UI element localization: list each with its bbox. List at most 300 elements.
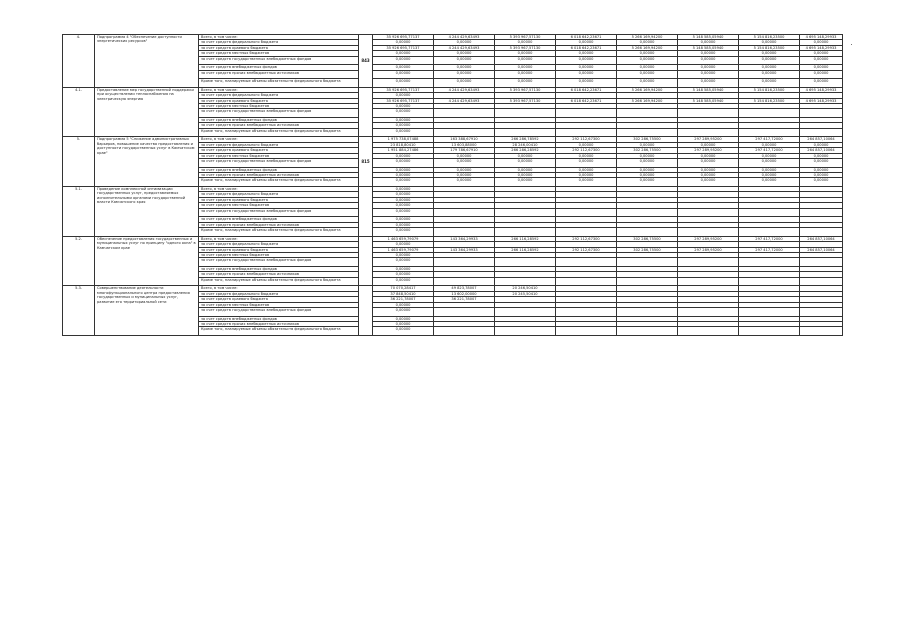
amount-cell — [678, 208, 739, 217]
amount-cell: 266 286,28592 — [495, 148, 556, 153]
amount-cell: 4 244 429,63493 — [434, 87, 495, 92]
amount-cell: 1 463 659,79079 — [373, 236, 434, 241]
amount-cell: 0,00000 — [617, 167, 678, 172]
amount-cell: 0,00000 — [739, 40, 800, 45]
funding-source: Кроме того, планируемые объемы обязательств федерального бюджета — [199, 277, 359, 286]
budget-code — [359, 187, 373, 237]
amount-cell: 0,00000 — [556, 40, 617, 45]
amount-cell: 20 245,50410 — [495, 291, 556, 296]
amount-cell: 1 975 738,07488 — [373, 137, 434, 142]
funding-source: Кроме того, планируемые объемы обязательств федерального бюджета — [199, 178, 359, 187]
amount-cell: 0,00000 — [800, 51, 843, 56]
amount-cell: 6 018 642,23671 — [556, 87, 617, 92]
funding-source: за счет средств федерального бюджета — [199, 192, 359, 197]
amount-cell: 0,00000 — [739, 178, 800, 187]
amount-cell — [434, 128, 495, 137]
amount-cell: 264 857,10064 — [800, 148, 843, 153]
amount-cell: 5 148 585,05940 — [678, 98, 739, 103]
funding-source: за счет средств государственных внебюджетных фондов — [199, 159, 359, 168]
amount-cell: 4 244 429,63493 — [434, 35, 495, 40]
amount-cell: 0,00000 — [495, 51, 556, 56]
scan-dot — [851, 44, 852, 45]
funding-source: за счет средств краевого бюджета — [199, 98, 359, 103]
amount-cell: 0,00000 — [373, 266, 434, 271]
amount-cell: 0,00000 — [373, 272, 434, 277]
amount-cell: 0,00000 — [373, 40, 434, 45]
amount-cell — [678, 228, 739, 237]
amount-cell — [434, 208, 495, 217]
funding-source: за счет средств местных бюджетов — [199, 51, 359, 56]
amount-cell: 0,00000 — [739, 65, 800, 70]
amount-cell: 266 116,28592 — [495, 247, 556, 252]
amount-cell: 35 926 695,77137 — [373, 45, 434, 50]
amount-cell: 0,00000 — [373, 118, 434, 123]
amount-cell — [678, 258, 739, 267]
amount-cell: 0,00000 — [373, 302, 434, 307]
amount-cell: 0,00000 — [373, 178, 434, 187]
amount-cell: 297 289,95200 — [678, 137, 739, 142]
amount-cell — [678, 109, 739, 118]
amount-cell: 0,00000 — [617, 142, 678, 147]
funding-source: за счет средств прочих внебюджетных источников — [199, 321, 359, 326]
amount-cell: 0,00000 — [556, 153, 617, 158]
amount-cell: 0,00000 — [739, 167, 800, 172]
amount-cell: 0,00000 — [556, 173, 617, 178]
amount-cell: 0,00000 — [495, 65, 556, 70]
amount-cell — [739, 327, 800, 336]
amount-cell: 0,00000 — [739, 79, 800, 88]
funding-source: Кроме того, планируемые объемы обязательств федерального бюджета — [199, 228, 359, 237]
section-name: Подпрограмма 4 "Обеспечение доступности энергетических ресурсов" — [95, 35, 199, 88]
funding-source: за счет средств краевого бюджета — [199, 148, 359, 153]
amount-cell — [434, 327, 495, 336]
amount-cell: 297 417,72000 — [739, 236, 800, 241]
amount-cell: 0,00000 — [373, 123, 434, 128]
budget-code — [359, 286, 373, 336]
amount-cell: 5 154 816,23500 — [739, 45, 800, 50]
funding-source: за счет средств краевого бюджета — [199, 297, 359, 302]
section-name: Проведение комплексной оптимизации государственных услуг, предоставляемых исполнительными органами государственной власти Камчатского края — [95, 187, 199, 237]
amount-cell: 0,00000 — [373, 104, 434, 109]
amount-cell — [678, 307, 739, 316]
amount-cell: 297 289,95200 — [678, 247, 739, 252]
amount-cell: 0,00000 — [556, 142, 617, 147]
amount-cell: 0,00000 — [373, 56, 434, 65]
amount-cell: 0,00000 — [495, 56, 556, 65]
amount-cell — [617, 208, 678, 217]
amount-cell: 0,00000 — [678, 178, 739, 187]
amount-cell — [800, 258, 843, 267]
amount-cell: 0,00000 — [495, 79, 556, 88]
amount-cell: 6 018 642,23671 — [556, 45, 617, 50]
amount-cell: 0,00000 — [556, 56, 617, 65]
amount-cell — [800, 208, 843, 217]
amount-cell: 0,00000 — [678, 142, 739, 147]
amount-cell — [800, 228, 843, 237]
amount-cell: 5 148 585,05940 — [678, 87, 739, 92]
amount-cell — [434, 277, 495, 286]
funding-source: за счет средств прочих внебюджетных источников — [199, 123, 359, 128]
amount-cell: 0,00000 — [373, 70, 434, 79]
amount-cell: 6 018 642,23671 — [556, 35, 617, 40]
amount-cell: 5 266 169,94200 — [617, 45, 678, 50]
amount-cell — [495, 277, 556, 286]
amount-cell: 0,00000 — [739, 159, 800, 168]
amount-cell: 0,00000 — [678, 173, 739, 178]
amount-cell — [739, 258, 800, 267]
amount-cell: 0,00000 — [495, 178, 556, 187]
amount-cell: 297 289,95200 — [678, 148, 739, 153]
amount-cell: 37 848,50410 — [373, 291, 434, 296]
amount-cell — [800, 277, 843, 286]
amount-cell — [617, 307, 678, 316]
amount-cell: 0,00000 — [800, 178, 843, 187]
amount-cell — [617, 109, 678, 118]
amount-cell: 0,00000 — [800, 70, 843, 79]
amount-cell: 264 857,10064 — [800, 236, 843, 241]
amount-cell: 0,00000 — [373, 187, 434, 192]
funding-source: Всего, в том числе: — [199, 137, 359, 142]
amount-cell — [556, 307, 617, 316]
amount-cell: 302 286,75500 — [617, 247, 678, 252]
amount-cell: 36 221,78007 — [434, 297, 495, 302]
amount-cell: 0,00000 — [678, 79, 739, 88]
amount-cell: 292 112,67300 — [556, 148, 617, 153]
amount-cell: 4 244 429,63493 — [434, 45, 495, 50]
funding-source: за счет средств внебюджетных фондов — [199, 316, 359, 321]
amount-cell: 302 286,75500 — [617, 148, 678, 153]
funding-source: Всего, в том числе: — [199, 87, 359, 92]
section-name: Предоставление мер государственной поддержки при осуществлении теплоснабжения на электрическую энергию — [95, 87, 199, 137]
amount-cell — [739, 208, 800, 217]
amount-cell: 5 266 169,94200 — [617, 35, 678, 40]
amount-cell: 0,00000 — [617, 40, 678, 45]
funding-source: за счет средств государственных внебюджетных фондов — [199, 109, 359, 118]
amount-cell: 0,00000 — [373, 217, 434, 222]
funding-source: Всего, в том числе: — [199, 236, 359, 241]
funding-source: за счет средств внебюджетных фондов — [199, 65, 359, 70]
amount-cell: 0,00000 — [739, 142, 800, 147]
amount-cell: 4 244 429,63493 — [434, 98, 495, 103]
amount-cell: 0,00000 — [800, 159, 843, 168]
funding-source: за счет средств внебюджетных фондов — [199, 167, 359, 172]
amount-cell: 0,00000 — [495, 159, 556, 168]
amount-cell: 0,00000 — [373, 51, 434, 56]
amount-cell — [617, 327, 678, 336]
amount-cell: 0,00000 — [434, 79, 495, 88]
amount-cell: 5 266 169,94200 — [617, 98, 678, 103]
amount-cell: 297 417,72000 — [739, 148, 800, 153]
amount-cell: 302 286,75500 — [617, 137, 678, 142]
amount-cell — [434, 228, 495, 237]
amount-cell — [434, 109, 495, 118]
section-name: Обеспечение предоставления государственных и муниципальных услуг по принципу "одного окна" в Камчатском крае — [95, 236, 199, 286]
amount-cell — [495, 228, 556, 237]
amount-cell: 0,00000 — [556, 51, 617, 56]
amount-cell — [800, 327, 843, 336]
section-number: 5.1. — [63, 187, 95, 237]
amount-cell — [556, 327, 617, 336]
amount-cell: 0,00000 — [434, 51, 495, 56]
amount-cell: 0,00000 — [678, 51, 739, 56]
funding-table — [62, 34, 843, 336]
amount-cell: 49 823,78007 — [434, 286, 495, 291]
amount-cell: 0,00000 — [373, 242, 434, 247]
amount-cell: 0,00000 — [617, 70, 678, 79]
funding-source: за счет средств внебюджетных фондов — [199, 118, 359, 123]
budget-code — [359, 236, 373, 286]
amount-cell — [800, 109, 843, 118]
funding-source: за счет средств краевого бюджета — [199, 45, 359, 50]
amount-cell: 4 695 148,29933 — [800, 87, 843, 92]
amount-cell: 0,00000 — [373, 153, 434, 158]
amount-cell — [617, 128, 678, 137]
funding-source: за счет средств государственных внебюджетных фондов — [199, 208, 359, 217]
amount-cell: 0,00000 — [556, 167, 617, 172]
amount-cell: 0,00000 — [678, 56, 739, 65]
amount-cell: 0,00000 — [373, 316, 434, 321]
amount-cell — [495, 109, 556, 118]
amount-cell: 0,00000 — [495, 173, 556, 178]
amount-cell: 264 857,10064 — [800, 247, 843, 252]
amount-cell: 0,00000 — [495, 40, 556, 45]
amount-cell: 0,00000 — [556, 178, 617, 187]
amount-cell: 1 463 659,79079 — [373, 247, 434, 252]
amount-cell: 0,00000 — [800, 167, 843, 172]
funding-source: за счет средств федерального бюджета — [199, 40, 359, 45]
amount-cell: 0,00000 — [739, 153, 800, 158]
amount-cell: 0,00000 — [556, 79, 617, 88]
amount-cell: 143 364,29933 — [434, 236, 495, 241]
amount-cell: 5 154 816,23500 — [739, 35, 800, 40]
amount-cell: 0,00000 — [434, 159, 495, 168]
amount-cell: 0,00000 — [373, 258, 434, 267]
funding-source: за счет средств местных бюджетов — [199, 153, 359, 158]
amount-cell: 13 603,88000 — [434, 142, 495, 147]
amount-cell: 0,00000 — [434, 65, 495, 70]
amount-cell: 264 857,10064 — [800, 137, 843, 142]
amount-cell: 297 417,72000 — [739, 247, 800, 252]
amount-cell: 0,00000 — [800, 65, 843, 70]
amount-cell: 0,00000 — [373, 65, 434, 70]
amount-cell: 0,00000 — [556, 70, 617, 79]
amount-cell: 0,00000 — [617, 173, 678, 178]
amount-cell — [556, 228, 617, 237]
funding-source: за счет средств федерального бюджета — [199, 142, 359, 147]
amount-cell — [495, 307, 556, 316]
amount-cell: 0,00000 — [739, 70, 800, 79]
amount-cell — [678, 277, 739, 286]
amount-cell — [739, 228, 800, 237]
amount-cell — [556, 128, 617, 137]
amount-cell — [739, 277, 800, 286]
amount-cell: 4 695 148,29933 — [800, 35, 843, 40]
amount-cell: 0,00000 — [373, 173, 434, 178]
funding-source: за счет средств внебюджетных фондов — [199, 217, 359, 222]
amount-cell: 5 393 967,57130 — [495, 98, 556, 103]
amount-cell: 0,00000 — [678, 159, 739, 168]
amount-cell: 0,00000 — [373, 307, 434, 316]
funding-source: за счет средств прочих внебюджетных источников — [199, 272, 359, 277]
amount-cell: 0,00000 — [739, 56, 800, 65]
budget-code: 843 — [359, 35, 373, 88]
amount-cell: 0,00000 — [434, 40, 495, 45]
amount-cell: 0,00000 — [678, 70, 739, 79]
amount-cell: 0,00000 — [617, 65, 678, 70]
funding-source: за счет средств государственных внебюджетных фондов — [199, 258, 359, 267]
funding-source: за счет средств прочих внебюджетных источников — [199, 173, 359, 178]
section-name: Подпрограмма 5 "Снижение административных барьеров, повышение качества предоставления и доступности государственных услуг в Камчатском крае" — [95, 137, 199, 187]
amount-cell — [800, 128, 843, 137]
amount-cell: 0,00000 — [373, 321, 434, 326]
amount-cell: 0,00000 — [800, 79, 843, 88]
budget-code: 815 — [359, 137, 373, 187]
amount-cell: 0,00000 — [678, 153, 739, 158]
amount-cell: 0,00000 — [617, 153, 678, 158]
amount-cell — [556, 277, 617, 286]
funding-source: Всего, в том числе: — [199, 286, 359, 291]
amount-cell: 179 786,67910 — [434, 148, 495, 153]
amount-cell: 0,00000 — [434, 173, 495, 178]
amount-cell: 6 018 642,23671 — [556, 98, 617, 103]
amount-cell: 0,00000 — [800, 173, 843, 178]
amount-cell: 0,00000 — [617, 159, 678, 168]
amount-cell — [617, 277, 678, 286]
amount-cell: 0,00000 — [739, 51, 800, 56]
amount-cell — [739, 109, 800, 118]
amount-cell: 0,00000 — [373, 252, 434, 257]
amount-cell — [556, 258, 617, 267]
amount-cell: 5 154 816,23500 — [739, 98, 800, 103]
amount-cell: 5 393 967,57130 — [495, 45, 556, 50]
funding-source: Всего, в том числе: — [199, 35, 359, 40]
amount-cell: 0,00000 — [495, 70, 556, 79]
amount-cell: 5 148 585,05940 — [678, 45, 739, 50]
amount-cell: 0,00000 — [556, 159, 617, 168]
funding-source: за счет средств внебюджетных фондов — [199, 266, 359, 271]
amount-cell: 35 926 695,77137 — [373, 35, 434, 40]
funding-source: за счет средств прочих внебюджетных источников — [199, 222, 359, 227]
amount-cell: 4 695 148,29933 — [800, 98, 843, 103]
funding-source: за счет средств федерального бюджета — [199, 93, 359, 98]
amount-cell: 0,00000 — [373, 79, 434, 88]
amount-cell: 4 695 148,29933 — [800, 45, 843, 50]
amount-cell — [434, 258, 495, 267]
amount-cell: 292 112,67300 — [556, 137, 617, 142]
amount-cell: 143 364,29933 — [434, 247, 495, 252]
amount-cell: 266 286,78592 — [495, 137, 556, 142]
amount-cell: 5 148 585,05940 — [678, 35, 739, 40]
amount-cell: 0,00000 — [495, 153, 556, 158]
amount-cell — [495, 258, 556, 267]
section-number: 5. — [63, 137, 95, 187]
amount-cell: 13 602,00000 — [434, 291, 495, 296]
funding-source: за счет средств местных бюджетов — [199, 302, 359, 307]
amount-cell: 0,00000 — [434, 178, 495, 187]
amount-cell — [617, 228, 678, 237]
amount-cell: 0,00000 — [373, 203, 434, 208]
funding-source: за счет средств краевого бюджета — [199, 197, 359, 202]
amount-cell — [800, 307, 843, 316]
amount-cell — [495, 128, 556, 137]
amount-cell: 0,00000 — [373, 167, 434, 172]
amount-cell: 297 289,95200 — [678, 236, 739, 241]
amount-cell: 36 221,78007 — [373, 297, 434, 302]
amount-cell: 5 154 816,23500 — [739, 87, 800, 92]
amount-cell — [678, 128, 739, 137]
amount-cell: 5 393 967,57130 — [495, 87, 556, 92]
amount-cell: 0,00000 — [373, 197, 434, 202]
amount-cell: 0,00000 — [373, 192, 434, 197]
amount-cell: 28 246,00410 — [495, 142, 556, 147]
amount-cell: 0,00000 — [495, 167, 556, 172]
funding-source: за счет средств государственных внебюджетных фондов — [199, 307, 359, 316]
amount-cell: 0,00000 — [434, 167, 495, 172]
amount-cell: 0,00000 — [617, 51, 678, 56]
section-name: Совершенствование деятельности многофункционального центра предоставления государственных и муниципальных услуг, развитие его территориальной сети — [95, 286, 199, 336]
amount-cell: 0,00000 — [373, 208, 434, 217]
amount-cell: 0,00000 — [617, 178, 678, 187]
amount-cell: 0,00000 — [556, 65, 617, 70]
amount-cell: 1 951 884,27486 — [373, 148, 434, 153]
amount-cell — [556, 109, 617, 118]
amount-cell: 35 926 695,77137 — [373, 87, 434, 92]
section-number: 5.2. — [63, 236, 95, 286]
amount-cell: 292 112,67300 — [556, 247, 617, 252]
funding-source: за счет средств местных бюджетов — [199, 104, 359, 109]
amount-cell: 0,00000 — [678, 40, 739, 45]
amount-cell: 0,00000 — [800, 40, 843, 45]
amount-cell: 292 112,67300 — [556, 236, 617, 241]
amount-cell — [739, 128, 800, 137]
amount-cell: 297 417,72000 — [739, 137, 800, 142]
amount-cell: 0,00000 — [373, 327, 434, 336]
budget-code — [359, 87, 373, 137]
amount-cell: 0,00000 — [617, 56, 678, 65]
amount-cell: 0,00000 — [800, 56, 843, 65]
amount-cell — [617, 258, 678, 267]
amount-cell: 20 246,50410 — [495, 286, 556, 291]
amount-cell — [556, 208, 617, 217]
amount-cell: 302 286,75500 — [617, 236, 678, 241]
amount-cell: 0,00000 — [800, 153, 843, 158]
amount-cell: 5 393 967,57130 — [495, 35, 556, 40]
funding-source: Всего, в том числе: — [199, 187, 359, 192]
amount-cell: 0,00000 — [373, 277, 434, 286]
amount-cell: 0,00000 — [373, 128, 434, 137]
funding-source: за счет средств федерального бюджета — [199, 291, 359, 296]
funding-source: за счет средств прочих внебюджетных источников — [199, 70, 359, 79]
amount-cell: 0,00000 — [800, 142, 843, 147]
amount-cell: 5 266 169,94200 — [617, 87, 678, 92]
section-number: 4.1. — [63, 87, 95, 137]
funding-source: Кроме того, планируемые объемы обязательств федерального бюджета — [199, 327, 359, 336]
amount-cell: 70 070,28417 — [373, 286, 434, 291]
amount-cell: 0,00000 — [678, 65, 739, 70]
funding-source: за счет средств местных бюджетов — [199, 203, 359, 208]
amount-cell: 0,00000 — [739, 173, 800, 178]
amount-cell — [495, 208, 556, 217]
funding-source: за счет средств краевого бюджета — [199, 247, 359, 252]
funding-source: за счет средств государственных внебюджетных фондов — [199, 56, 359, 65]
funding-source: за счет средств федерального бюджета — [199, 242, 359, 247]
amount-cell: 0,00000 — [434, 70, 495, 79]
amount-cell: 0,00000 — [373, 222, 434, 227]
amount-cell: 266 116,28592 — [495, 236, 556, 241]
amount-cell: 0,00000 — [434, 56, 495, 65]
funding-source: за счет средств местных бюджетов — [199, 252, 359, 257]
funding-source: Кроме того, планируемые объемы обязательств федерального бюджета — [199, 79, 359, 88]
